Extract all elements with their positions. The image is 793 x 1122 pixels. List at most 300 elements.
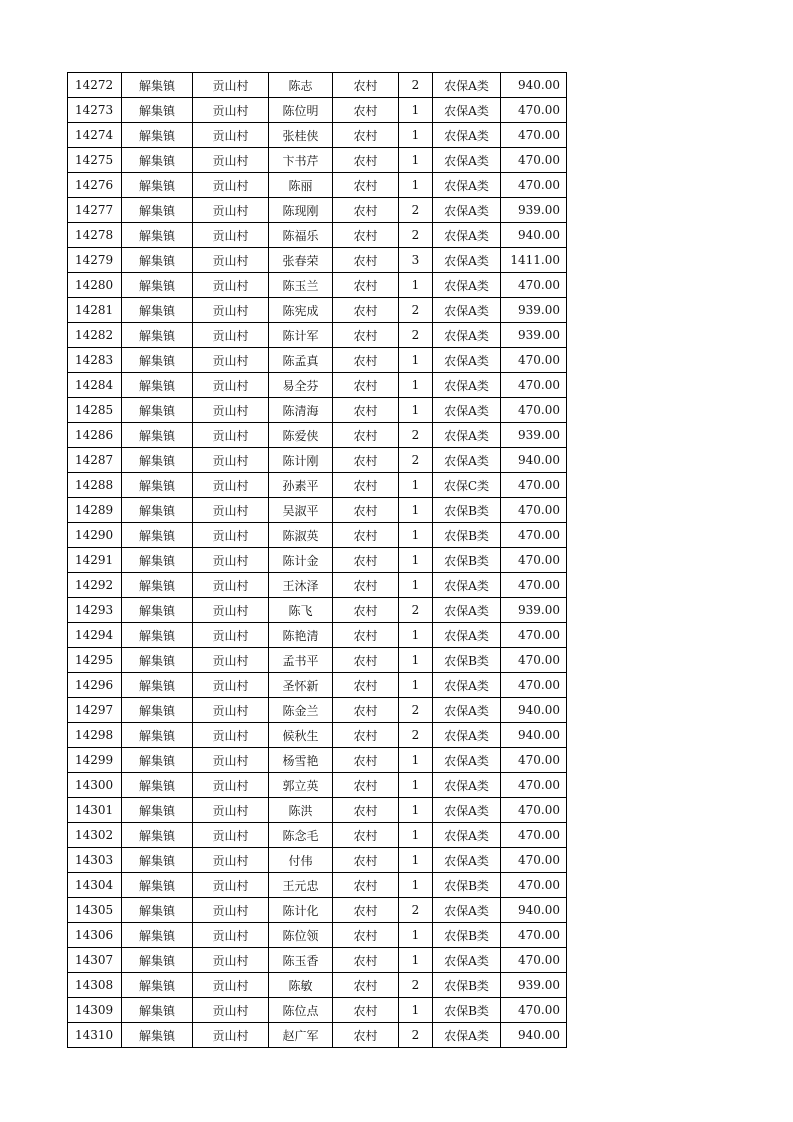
record-id-cell: 14290 [68, 523, 122, 548]
person-name-cell: 陈洪 [269, 798, 333, 823]
amount-cell: 470.00 [501, 648, 567, 673]
insurance-category-cell: 农保A类 [433, 348, 501, 373]
table-row [68, 823, 567, 848]
household-type-cell: 农村 [333, 148, 399, 173]
table-row [68, 398, 567, 423]
town-cell: 解集镇 [122, 498, 193, 523]
insurance-category-cell: 农保B类 [433, 973, 501, 998]
member-count-cell: 1 [399, 573, 433, 598]
person-name-cell: 陈敏 [269, 973, 333, 998]
member-count-cell: 1 [399, 148, 433, 173]
table-row [68, 598, 567, 623]
village-cell: 贡山村 [193, 723, 269, 748]
member-count-cell: 2 [399, 598, 433, 623]
person-name-cell: 陈丽 [269, 173, 333, 198]
table-row [68, 423, 567, 448]
insurance-category-cell: 农保A类 [433, 148, 501, 173]
village-cell: 贡山村 [193, 73, 269, 98]
member-count-cell: 2 [399, 723, 433, 748]
table-row [68, 1023, 567, 1048]
member-count-cell: 1 [399, 473, 433, 498]
village-cell: 贡山村 [193, 223, 269, 248]
town-cell: 解集镇 [122, 898, 193, 923]
record-id-cell: 14296 [68, 673, 122, 698]
town-cell: 解集镇 [122, 523, 193, 548]
town-cell: 解集镇 [122, 948, 193, 973]
town-cell: 解集镇 [122, 823, 193, 848]
household-type-cell: 农村 [333, 698, 399, 723]
table-body [68, 73, 567, 1048]
amount-cell: 470.00 [501, 398, 567, 423]
amount-cell: 470.00 [501, 948, 567, 973]
person-name-cell: 陈艳清 [269, 623, 333, 648]
person-name-cell: 孟书平 [269, 648, 333, 673]
person-name-cell: 王沐泽 [269, 573, 333, 598]
village-cell: 贡山村 [193, 573, 269, 598]
household-type-cell: 农村 [333, 773, 399, 798]
record-id-cell: 14307 [68, 948, 122, 973]
town-cell: 解集镇 [122, 648, 193, 673]
person-name-cell: 陈现刚 [269, 198, 333, 223]
town-cell: 解集镇 [122, 98, 193, 123]
village-cell: 贡山村 [193, 598, 269, 623]
record-id-cell: 14298 [68, 723, 122, 748]
member-count-cell: 2 [399, 73, 433, 98]
household-type-cell: 农村 [333, 873, 399, 898]
village-cell: 贡山村 [193, 498, 269, 523]
amount-cell: 470.00 [501, 623, 567, 648]
town-cell: 解集镇 [122, 298, 193, 323]
household-type-cell: 农村 [333, 998, 399, 1023]
table-row [68, 873, 567, 898]
member-count-cell: 2 [399, 898, 433, 923]
insurance-category-cell: 农保A类 [433, 623, 501, 648]
table-row [68, 623, 567, 648]
table-row [68, 123, 567, 148]
village-cell: 贡山村 [193, 923, 269, 948]
table-row [68, 673, 567, 698]
member-count-cell: 1 [399, 548, 433, 573]
record-id-cell: 14272 [68, 73, 122, 98]
table-row [68, 923, 567, 948]
table-row [68, 373, 567, 398]
table-row [68, 773, 567, 798]
household-type-cell: 农村 [333, 298, 399, 323]
amount-cell: 939.00 [501, 323, 567, 348]
village-cell: 贡山村 [193, 423, 269, 448]
village-cell: 贡山村 [193, 548, 269, 573]
household-type-cell: 农村 [333, 98, 399, 123]
insurance-category-cell: 农保B类 [433, 998, 501, 1023]
amount-cell: 939.00 [501, 198, 567, 223]
amount-cell: 470.00 [501, 848, 567, 873]
household-type-cell: 农村 [333, 973, 399, 998]
village-cell: 贡山村 [193, 698, 269, 723]
person-name-cell: 陈宪成 [269, 298, 333, 323]
member-count-cell: 1 [399, 773, 433, 798]
household-type-cell: 农村 [333, 573, 399, 598]
village-cell: 贡山村 [193, 273, 269, 298]
person-name-cell: 陈计金 [269, 548, 333, 573]
amount-cell: 940.00 [501, 723, 567, 748]
record-id-cell: 14301 [68, 798, 122, 823]
village-cell: 贡山村 [193, 198, 269, 223]
member-count-cell: 1 [399, 948, 433, 973]
record-id-cell: 14292 [68, 573, 122, 598]
insurance-category-cell: 农保B类 [433, 498, 501, 523]
table-row [68, 498, 567, 523]
household-type-cell: 农村 [333, 323, 399, 348]
insurance-category-cell: 农保A类 [433, 373, 501, 398]
town-cell: 解集镇 [122, 423, 193, 448]
member-count-cell: 1 [399, 348, 433, 373]
record-id-cell: 14303 [68, 848, 122, 873]
member-count-cell: 2 [399, 323, 433, 348]
insurance-category-cell: 农保B类 [433, 923, 501, 948]
amount-cell: 470.00 [501, 573, 567, 598]
town-cell: 解集镇 [122, 698, 193, 723]
table-row [68, 998, 567, 1023]
amount-cell: 470.00 [501, 823, 567, 848]
record-id-cell: 14284 [68, 373, 122, 398]
town-cell: 解集镇 [122, 148, 193, 173]
village-cell: 贡山村 [193, 323, 269, 348]
amount-cell: 470.00 [501, 523, 567, 548]
member-count-cell: 2 [399, 223, 433, 248]
insurance-category-cell: 农保B类 [433, 648, 501, 673]
amount-cell: 470.00 [501, 748, 567, 773]
member-count-cell: 2 [399, 698, 433, 723]
person-name-cell: 陈玉香 [269, 948, 333, 973]
table-row [68, 198, 567, 223]
record-id-cell: 14304 [68, 873, 122, 898]
household-type-cell: 农村 [333, 223, 399, 248]
town-cell: 解集镇 [122, 248, 193, 273]
record-id-cell: 14279 [68, 248, 122, 273]
town-cell: 解集镇 [122, 448, 193, 473]
record-id-cell: 14275 [68, 148, 122, 173]
member-count-cell: 1 [399, 823, 433, 848]
village-cell: 贡山村 [193, 623, 269, 648]
insurance-category-cell: 农保A类 [433, 848, 501, 873]
person-name-cell: 陈位点 [269, 998, 333, 1023]
table-row [68, 948, 567, 973]
town-cell: 解集镇 [122, 1023, 193, 1048]
household-type-cell: 农村 [333, 398, 399, 423]
insurance-category-cell: 农保A类 [433, 748, 501, 773]
town-cell: 解集镇 [122, 598, 193, 623]
table-row [68, 898, 567, 923]
record-id-cell: 14302 [68, 823, 122, 848]
household-type-cell: 农村 [333, 423, 399, 448]
town-cell: 解集镇 [122, 173, 193, 198]
amount-cell: 470.00 [501, 148, 567, 173]
insurance-category-cell: 农保A类 [433, 698, 501, 723]
insurance-category-cell: 农保C类 [433, 473, 501, 498]
member-count-cell: 1 [399, 648, 433, 673]
household-type-cell: 农村 [333, 823, 399, 848]
town-cell: 解集镇 [122, 73, 193, 98]
member-count-cell: 1 [399, 173, 433, 198]
amount-cell: 940.00 [501, 898, 567, 923]
member-count-cell: 1 [399, 998, 433, 1023]
table-row [68, 273, 567, 298]
household-type-cell: 农村 [333, 1023, 399, 1048]
record-id-cell: 14305 [68, 898, 122, 923]
insurance-category-cell: 农保A类 [433, 323, 501, 348]
person-name-cell: 陈孟真 [269, 348, 333, 373]
household-type-cell: 农村 [333, 448, 399, 473]
village-cell: 贡山村 [193, 948, 269, 973]
amount-cell: 1411.00 [501, 248, 567, 273]
insurance-category-cell: 农保B类 [433, 873, 501, 898]
person-name-cell: 杨雪艳 [269, 748, 333, 773]
household-type-cell: 农村 [333, 373, 399, 398]
person-name-cell: 付伟 [269, 848, 333, 873]
record-id-cell: 14294 [68, 623, 122, 648]
village-cell: 贡山村 [193, 823, 269, 848]
person-name-cell: 陈位领 [269, 923, 333, 948]
person-name-cell: 圣怀新 [269, 673, 333, 698]
member-count-cell: 1 [399, 98, 433, 123]
table-row [68, 173, 567, 198]
member-count-cell: 2 [399, 1023, 433, 1048]
person-name-cell: 陈淑英 [269, 523, 333, 548]
town-cell: 解集镇 [122, 923, 193, 948]
amount-cell: 470.00 [501, 498, 567, 523]
household-type-cell: 农村 [333, 348, 399, 373]
town-cell: 解集镇 [122, 398, 193, 423]
amount-cell: 940.00 [501, 698, 567, 723]
member-count-cell: 2 [399, 448, 433, 473]
amount-cell: 470.00 [501, 273, 567, 298]
member-count-cell: 1 [399, 798, 433, 823]
record-id-cell: 14278 [68, 223, 122, 248]
table-row [68, 698, 567, 723]
village-cell: 贡山村 [193, 998, 269, 1023]
record-id-cell: 14293 [68, 598, 122, 623]
table-row [68, 548, 567, 573]
record-id-cell: 14283 [68, 348, 122, 373]
town-cell: 解集镇 [122, 473, 193, 498]
table-row [68, 323, 567, 348]
town-cell: 解集镇 [122, 673, 193, 698]
record-id-cell: 14277 [68, 198, 122, 223]
village-cell: 贡山村 [193, 848, 269, 873]
person-name-cell: 陈念毛 [269, 823, 333, 848]
record-id-cell: 14287 [68, 448, 122, 473]
village-cell: 贡山村 [193, 473, 269, 498]
table-row [68, 723, 567, 748]
record-id-cell: 14306 [68, 923, 122, 948]
household-type-cell: 农村 [333, 473, 399, 498]
record-id-cell: 14274 [68, 123, 122, 148]
town-cell: 解集镇 [122, 873, 193, 898]
person-name-cell: 陈计化 [269, 898, 333, 923]
insurance-category-cell: 农保A类 [433, 398, 501, 423]
member-count-cell: 1 [399, 873, 433, 898]
household-type-cell: 农村 [333, 598, 399, 623]
household-type-cell: 农村 [333, 748, 399, 773]
village-cell: 贡山村 [193, 148, 269, 173]
insurance-category-cell: 农保A类 [433, 1023, 501, 1048]
member-count-cell: 1 [399, 673, 433, 698]
household-type-cell: 农村 [333, 623, 399, 648]
amount-cell: 470.00 [501, 548, 567, 573]
record-id-cell: 14281 [68, 298, 122, 323]
member-count-cell: 1 [399, 623, 433, 648]
household-type-cell: 农村 [333, 248, 399, 273]
insurance-category-cell: 农保A类 [433, 123, 501, 148]
village-cell: 贡山村 [193, 1023, 269, 1048]
amount-cell: 470.00 [501, 173, 567, 198]
person-name-cell: 候秋生 [269, 723, 333, 748]
member-count-cell: 1 [399, 748, 433, 773]
table-row [68, 523, 567, 548]
member-count-cell: 2 [399, 973, 433, 998]
town-cell: 解集镇 [122, 123, 193, 148]
member-count-cell: 1 [399, 848, 433, 873]
person-name-cell: 陈计刚 [269, 448, 333, 473]
town-cell: 解集镇 [122, 548, 193, 573]
record-id-cell: 14288 [68, 473, 122, 498]
amount-cell: 470.00 [501, 373, 567, 398]
person-name-cell: 陈清海 [269, 398, 333, 423]
insurance-category-cell: 农保A类 [433, 298, 501, 323]
person-name-cell: 陈金兰 [269, 698, 333, 723]
amount-cell: 940.00 [501, 223, 567, 248]
village-cell: 贡山村 [193, 873, 269, 898]
household-type-cell: 农村 [333, 523, 399, 548]
insurance-category-cell: 农保A类 [433, 798, 501, 823]
member-count-cell: 1 [399, 273, 433, 298]
village-cell: 贡山村 [193, 648, 269, 673]
person-name-cell: 孙素平 [269, 473, 333, 498]
household-type-cell: 农村 [333, 498, 399, 523]
village-cell: 贡山村 [193, 373, 269, 398]
amount-cell: 939.00 [501, 598, 567, 623]
member-count-cell: 1 [399, 523, 433, 548]
insurance-category-cell: 农保B类 [433, 548, 501, 573]
amount-cell: 940.00 [501, 73, 567, 98]
household-type-cell: 农村 [333, 848, 399, 873]
insurance-category-cell: 农保A类 [433, 898, 501, 923]
record-id-cell: 14289 [68, 498, 122, 523]
village-cell: 贡山村 [193, 398, 269, 423]
member-count-cell: 1 [399, 398, 433, 423]
town-cell: 解集镇 [122, 773, 193, 798]
record-id-cell: 14299 [68, 748, 122, 773]
person-name-cell: 陈爱侠 [269, 423, 333, 448]
person-name-cell: 卞书芹 [269, 148, 333, 173]
town-cell: 解集镇 [122, 998, 193, 1023]
village-cell: 贡山村 [193, 448, 269, 473]
table-row [68, 348, 567, 373]
village-cell: 贡山村 [193, 898, 269, 923]
village-cell: 贡山村 [193, 98, 269, 123]
person-name-cell: 吴淑平 [269, 498, 333, 523]
insurance-category-cell: 农保A类 [433, 823, 501, 848]
record-id-cell: 14286 [68, 423, 122, 448]
member-count-cell: 1 [399, 373, 433, 398]
insurance-category-cell: 农保A类 [433, 98, 501, 123]
person-name-cell: 陈位明 [269, 98, 333, 123]
household-type-cell: 农村 [333, 948, 399, 973]
village-cell: 贡山村 [193, 673, 269, 698]
table-row [68, 473, 567, 498]
insurance-category-cell: 农保A类 [433, 573, 501, 598]
table-row [68, 573, 567, 598]
insurance-category-cell: 农保A类 [433, 948, 501, 973]
town-cell: 解集镇 [122, 573, 193, 598]
household-type-cell: 农村 [333, 648, 399, 673]
amount-cell: 939.00 [501, 973, 567, 998]
amount-cell: 939.00 [501, 423, 567, 448]
amount-cell: 470.00 [501, 123, 567, 148]
person-name-cell: 赵广军 [269, 1023, 333, 1048]
member-count-cell: 1 [399, 498, 433, 523]
amount-cell: 940.00 [501, 448, 567, 473]
table-row [68, 298, 567, 323]
table-row [68, 223, 567, 248]
household-type-cell: 农村 [333, 923, 399, 948]
insurance-category-cell: 农保A类 [433, 173, 501, 198]
household-type-cell: 农村 [333, 173, 399, 198]
table-row [68, 973, 567, 998]
person-name-cell: 郭立英 [269, 773, 333, 798]
village-cell: 贡山村 [193, 248, 269, 273]
person-name-cell: 陈飞 [269, 598, 333, 623]
town-cell: 解集镇 [122, 323, 193, 348]
amount-cell: 940.00 [501, 1023, 567, 1048]
person-name-cell: 张春荣 [269, 248, 333, 273]
table-row [68, 848, 567, 873]
person-name-cell: 陈玉兰 [269, 273, 333, 298]
town-cell: 解集镇 [122, 348, 193, 373]
insurance-category-cell: 农保A类 [433, 248, 501, 273]
amount-cell: 470.00 [501, 473, 567, 498]
town-cell: 解集镇 [122, 198, 193, 223]
village-cell: 贡山村 [193, 123, 269, 148]
record-id-cell: 14282 [68, 323, 122, 348]
amount-cell: 470.00 [501, 923, 567, 948]
town-cell: 解集镇 [122, 723, 193, 748]
person-name-cell: 张桂侠 [269, 123, 333, 148]
town-cell: 解集镇 [122, 223, 193, 248]
amount-cell: 939.00 [501, 298, 567, 323]
record-id-cell: 14280 [68, 273, 122, 298]
household-type-cell: 农村 [333, 673, 399, 698]
village-cell: 贡山村 [193, 748, 269, 773]
village-cell: 贡山村 [193, 973, 269, 998]
member-count-cell: 2 [399, 298, 433, 323]
household-type-cell: 农村 [333, 798, 399, 823]
amount-cell: 470.00 [501, 773, 567, 798]
household-type-cell: 农村 [333, 123, 399, 148]
insurance-category-cell: 农保A类 [433, 273, 501, 298]
amount-cell: 470.00 [501, 873, 567, 898]
amount-cell: 470.00 [501, 348, 567, 373]
record-id-cell: 14310 [68, 1023, 122, 1048]
record-id-cell: 14309 [68, 998, 122, 1023]
member-count-cell: 2 [399, 198, 433, 223]
village-cell: 贡山村 [193, 798, 269, 823]
record-id-cell: 14276 [68, 173, 122, 198]
household-type-cell: 农村 [333, 273, 399, 298]
insurance-category-cell: 农保A类 [433, 448, 501, 473]
amount-cell: 470.00 [501, 798, 567, 823]
insurance-category-cell: 农保A类 [433, 598, 501, 623]
